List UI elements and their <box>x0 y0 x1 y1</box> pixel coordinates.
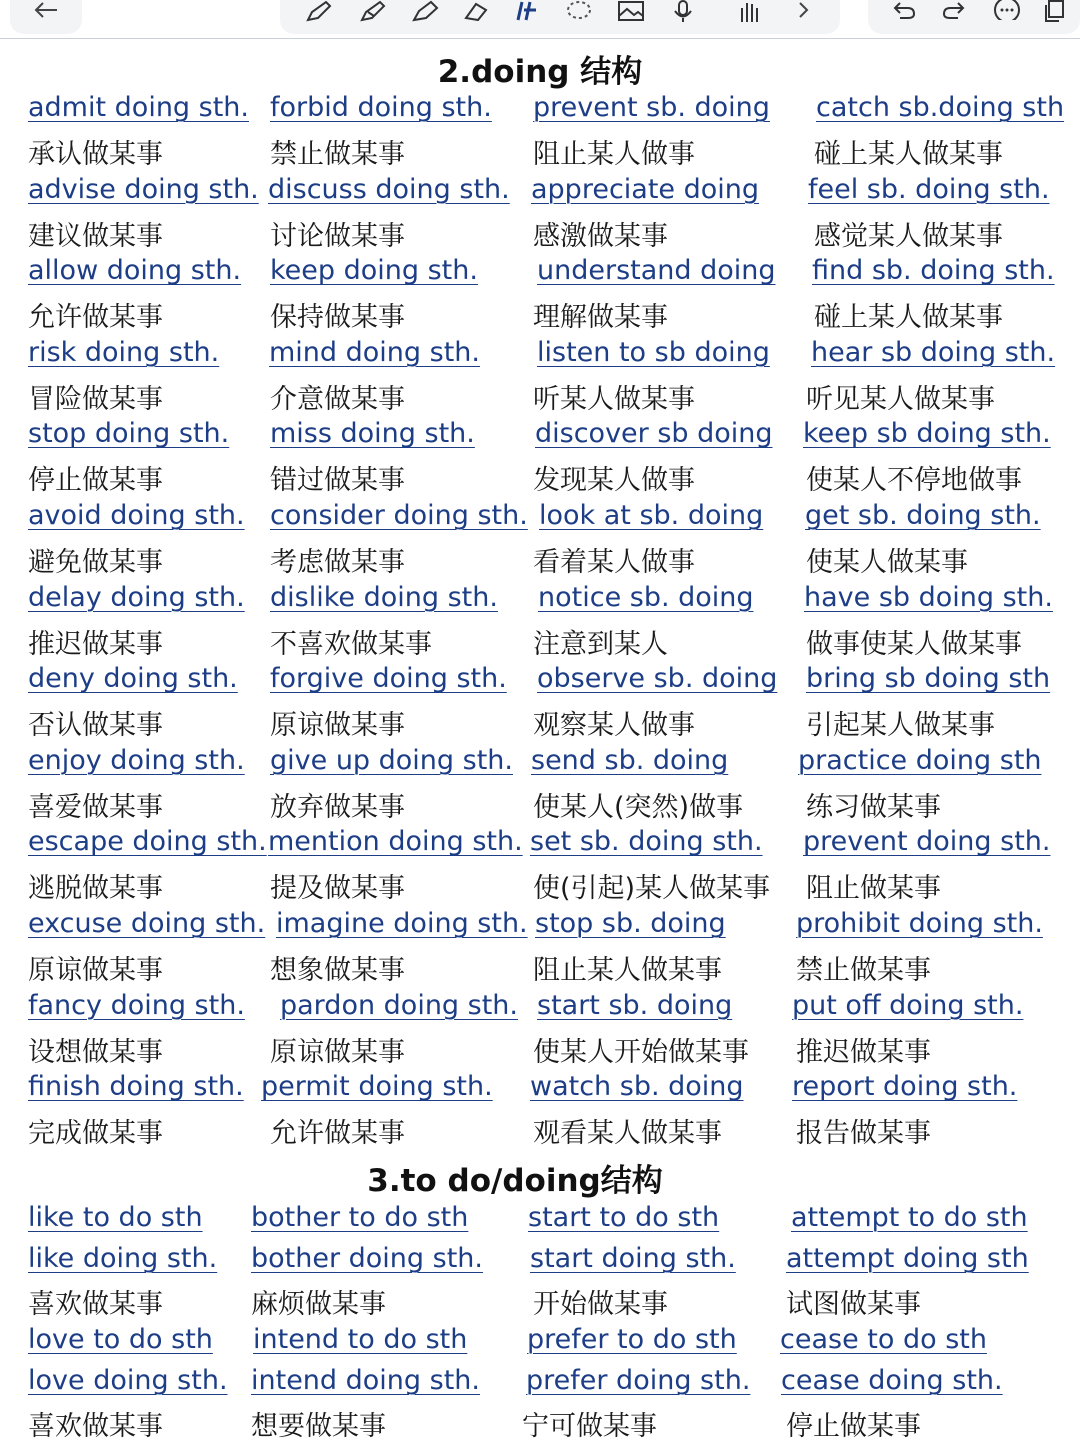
phrase-cn: 碰上某人做某事 <box>814 139 1003 170</box>
phrase-cn: 推迟做某事 <box>796 1036 931 1068</box>
phrase-cn: 使某人开始做某事 <box>533 1036 749 1068</box>
phrase-en: catch sb.doing sth <box>816 92 1065 123</box>
phrase-en: start sb. doing <box>537 989 733 1021</box>
phrase-cn: 停止做某事 <box>28 465 163 497</box>
phrase-cn: 想象做某事 <box>270 955 405 986</box>
phrase-cn: 冒险做某事 <box>28 383 163 415</box>
more-icon[interactable] <box>990 0 1024 26</box>
phrase-en: forgive doing sth. <box>270 663 507 695</box>
phrase-en: delay doing sth. <box>28 581 245 613</box>
phrase-doing: start doing sth. <box>530 1243 736 1274</box>
phrase-en: watch sb. doing <box>530 1071 744 1103</box>
history-tools <box>868 0 1080 34</box>
phrase-to-do: cease to do sth <box>780 1324 987 1355</box>
phrase-cn: 建议做某事 <box>28 220 163 252</box>
phrase-en: risk doing sth. <box>28 336 220 368</box>
phrase-en: discuss doing sth. <box>268 173 510 205</box>
phrase-en: bring sb doing sth <box>806 663 1051 695</box>
phrase-en: deny doing sth. <box>28 663 238 695</box>
phrase-cn: 保持做某事 <box>270 302 405 334</box>
phrase-cn: 麻烦做某事 <box>251 1289 386 1320</box>
phrase-en: stop doing sth. <box>28 418 230 450</box>
phrase-cn: 禁止做某事 <box>270 139 405 170</box>
phrase-en: put off doing sth. <box>792 989 1024 1021</box>
phrase-cn: 发现某人做事 <box>533 465 695 497</box>
phrase-cn: 看着某人做事 <box>533 547 695 578</box>
phrase-cn: 听见某人做某事 <box>806 383 995 415</box>
phrase-cn: 禁止做某事 <box>796 955 931 986</box>
phrase-cn: 理解做某事 <box>533 302 668 334</box>
pen-icon[interactable] <box>302 0 336 26</box>
drawing-tools <box>280 0 840 34</box>
image-icon[interactable] <box>614 0 648 26</box>
phrase-cn: 喜欢做某事 <box>28 1289 163 1320</box>
phrase-cn: 想要做某事 <box>251 1411 386 1442</box>
phrase-cn: 承认做某事 <box>28 139 163 170</box>
phrase-cn: 介意做某事 <box>270 383 405 415</box>
lasso-icon[interactable] <box>562 0 596 26</box>
phrase-en: report doing sth. <box>792 1071 1018 1103</box>
phrase-en: miss doing sth. <box>270 418 475 450</box>
phrase-doing: cease doing sth. <box>781 1365 1003 1396</box>
phrase-cn: 喜爱做某事 <box>28 791 163 823</box>
phrase-en: escape doing sth. <box>28 826 267 858</box>
phrase-cn: 宁可做某事 <box>522 1411 657 1442</box>
phrase-cn: 使(引起)某人做某事 <box>533 873 771 905</box>
phrase-en: understand doing <box>537 255 776 287</box>
phrase-en: imagine doing sth. <box>276 908 528 939</box>
phrase-en: have sb doing sth. <box>804 581 1053 613</box>
phrase-en: mention doing sth. <box>268 826 523 858</box>
microphone-icon[interactable] <box>666 0 700 26</box>
toolbar <box>0 0 1080 39</box>
phrase-cn: 设想做某事 <box>28 1036 163 1068</box>
phrase-en: look at sb. doing <box>539 500 764 531</box>
phrase-en: admit doing sth. <box>28 92 249 123</box>
phrase-cn: 放弃做某事 <box>270 791 405 823</box>
section2-title-text: 2.doing 结构 <box>437 54 643 90</box>
phrase-en: practice doing sth <box>798 744 1042 776</box>
phrase-en: notice sb. doing <box>538 581 754 613</box>
phrase-cn: 感觉某人做某事 <box>814 220 1003 252</box>
section3-title <box>0 1155 1080 1200</box>
phrase-cn: 允许做某事 <box>28 302 163 334</box>
phrase-cn: 逃脱做某事 <box>28 873 163 905</box>
phrase-cn: 否认做某事 <box>28 710 163 742</box>
phrase-cn: 使某人做某事 <box>806 547 968 578</box>
phrase-to-do: intend to do sth <box>253 1324 468 1355</box>
section2-title <box>0 46 1080 91</box>
phrase-en: forbid doing sth. <box>270 92 492 123</box>
phrase-en: excuse doing sth. <box>28 908 266 939</box>
phrase-cn: 阻止某人做事 <box>533 139 695 170</box>
phrase-cn: 感激做某事 <box>533 220 668 252</box>
text-tool-icon[interactable] <box>510 0 544 24</box>
phrase-cn: 引起某人做某事 <box>806 710 995 742</box>
phrase-en: discover sb doing <box>535 418 773 450</box>
phrase-en: set sb. doing sth. <box>530 826 763 858</box>
phrase-en: mind doing sth. <box>269 336 480 368</box>
phrase-en: dislike doing sth. <box>270 581 498 613</box>
hand-icon[interactable] <box>732 0 766 26</box>
phrase-cn: 使某人(突然)做事 <box>533 791 744 823</box>
phrase-en: feel sb. doing sth. <box>808 173 1050 205</box>
phrase-cn: 练习做某事 <box>806 791 941 823</box>
phrase-cn: 避免做某事 <box>28 547 163 578</box>
phrase-cn: 试图做某事 <box>786 1289 921 1320</box>
phrase-cn: 原谅做某事 <box>28 955 163 986</box>
phrase-en: hear sb doing sth. <box>811 336 1056 368</box>
phrase-cn: 停止做某事 <box>786 1411 921 1442</box>
phrase-en: send sb. doing <box>531 744 729 776</box>
phrase-en: keep sb doing sth. <box>803 418 1051 450</box>
phrase-cn: 开始做某事 <box>533 1289 668 1320</box>
undo-icon[interactable] <box>886 0 920 26</box>
phrase-cn: 注意到某人 <box>533 628 668 660</box>
back-button-group <box>10 0 82 34</box>
phrase-cn: 考虑做某事 <box>270 547 405 578</box>
phrase-en: finish doing sth. <box>28 1071 244 1103</box>
phrase-cn: 阻止某人做某事 <box>533 955 722 986</box>
redo-icon[interactable] <box>938 0 972 26</box>
phrase-cn: 推迟做某事 <box>28 628 163 660</box>
phrase-en: allow doing sth. <box>28 255 242 287</box>
phrase-en: avoid doing sth. <box>28 500 245 531</box>
phrase-to-do: bother to do sth <box>251 1202 469 1233</box>
phrase-cn: 不喜欢做某事 <box>270 628 432 660</box>
phrase-en: enjoy doing sth. <box>28 744 245 776</box>
phrase-cn: 错过做某事 <box>270 465 405 497</box>
phrase-cn: 原谅做某事 <box>270 710 405 742</box>
pages-icon[interactable] <box>1040 0 1070 26</box>
phrase-en: get sb. doing sth. <box>805 500 1041 531</box>
phrase-en: prohibit doing sth. <box>796 908 1043 939</box>
phrase-en: observe sb. doing <box>537 663 778 695</box>
phrase-doing: attempt doing sth <box>786 1243 1029 1274</box>
phrase-en: pardon doing sth. <box>280 989 519 1021</box>
phrase-cn: 完成做某事 <box>28 1118 163 1150</box>
phrase-doing: like doing sth. <box>28 1243 218 1274</box>
phrase-cn: 观察某人做事 <box>533 710 695 742</box>
phrase-en: advise doing sth. <box>28 173 259 205</box>
phrase-en: find sb. doing sth. <box>812 255 1055 287</box>
phrase-doing: love doing sth. <box>28 1365 228 1396</box>
phrase-cn: 喜欢做某事 <box>28 1411 163 1442</box>
section3-title-text: 3.to do/doing结构 <box>367 1163 663 1199</box>
phrase-cn: 听某人做某事 <box>533 383 695 415</box>
phrase-doing: intend doing sth. <box>251 1365 480 1396</box>
phrase-en: prevent doing sth. <box>803 826 1051 858</box>
phrase-cn: 使某人不停地做事 <box>806 465 1022 497</box>
highlighter-icon[interactable] <box>408 0 442 26</box>
phrase-cn: 提及做某事 <box>270 873 405 905</box>
phrase-cn: 观看某人做某事 <box>533 1118 722 1150</box>
phrase-cn: 允许做某事 <box>270 1118 405 1150</box>
phrase-to-do: start to do sth <box>528 1202 720 1233</box>
phrase-en: prevent sb. doing <box>533 92 770 123</box>
phrase-to-do: love to do sth <box>28 1324 213 1355</box>
phrase-en: permit doing sth. <box>261 1071 493 1103</box>
phrase-to-do: prefer to do sth <box>527 1324 737 1355</box>
phrase-en: stop sb. doing <box>535 908 726 939</box>
phrase-to-do: attempt to do sth <box>791 1202 1028 1233</box>
phrase-en: consider doing sth. <box>270 500 528 531</box>
back-arrow-icon[interactable] <box>30 0 62 26</box>
phrase-cn: 碰上某人做某事 <box>814 302 1003 334</box>
phrase-doing: bother doing sth. <box>251 1243 483 1274</box>
phrase-cn: 原谅做某事 <box>270 1036 405 1068</box>
phrase-en: listen to sb doing <box>537 336 770 368</box>
eraser-icon[interactable] <box>458 0 492 26</box>
phrase-en: give up doing sth. <box>270 744 513 776</box>
phrase-cn: 报告做某事 <box>796 1118 931 1150</box>
phrase-cn: 讨论做某事 <box>270 220 405 252</box>
phrase-cn: 阻止做某事 <box>806 873 941 905</box>
chevron-right-icon[interactable] <box>788 0 818 26</box>
phrase-cn: 做事使某人做某事 <box>806 628 1022 660</box>
phrase-en: fancy doing sth. <box>28 989 245 1021</box>
phrase-en: keep doing sth. <box>270 255 478 287</box>
phrase-doing: prefer doing sth. <box>526 1365 751 1396</box>
phrase-en: appreciate doing <box>531 173 760 205</box>
pencil-icon[interactable] <box>356 0 390 26</box>
phrase-to-do: like to do sth <box>28 1202 203 1233</box>
